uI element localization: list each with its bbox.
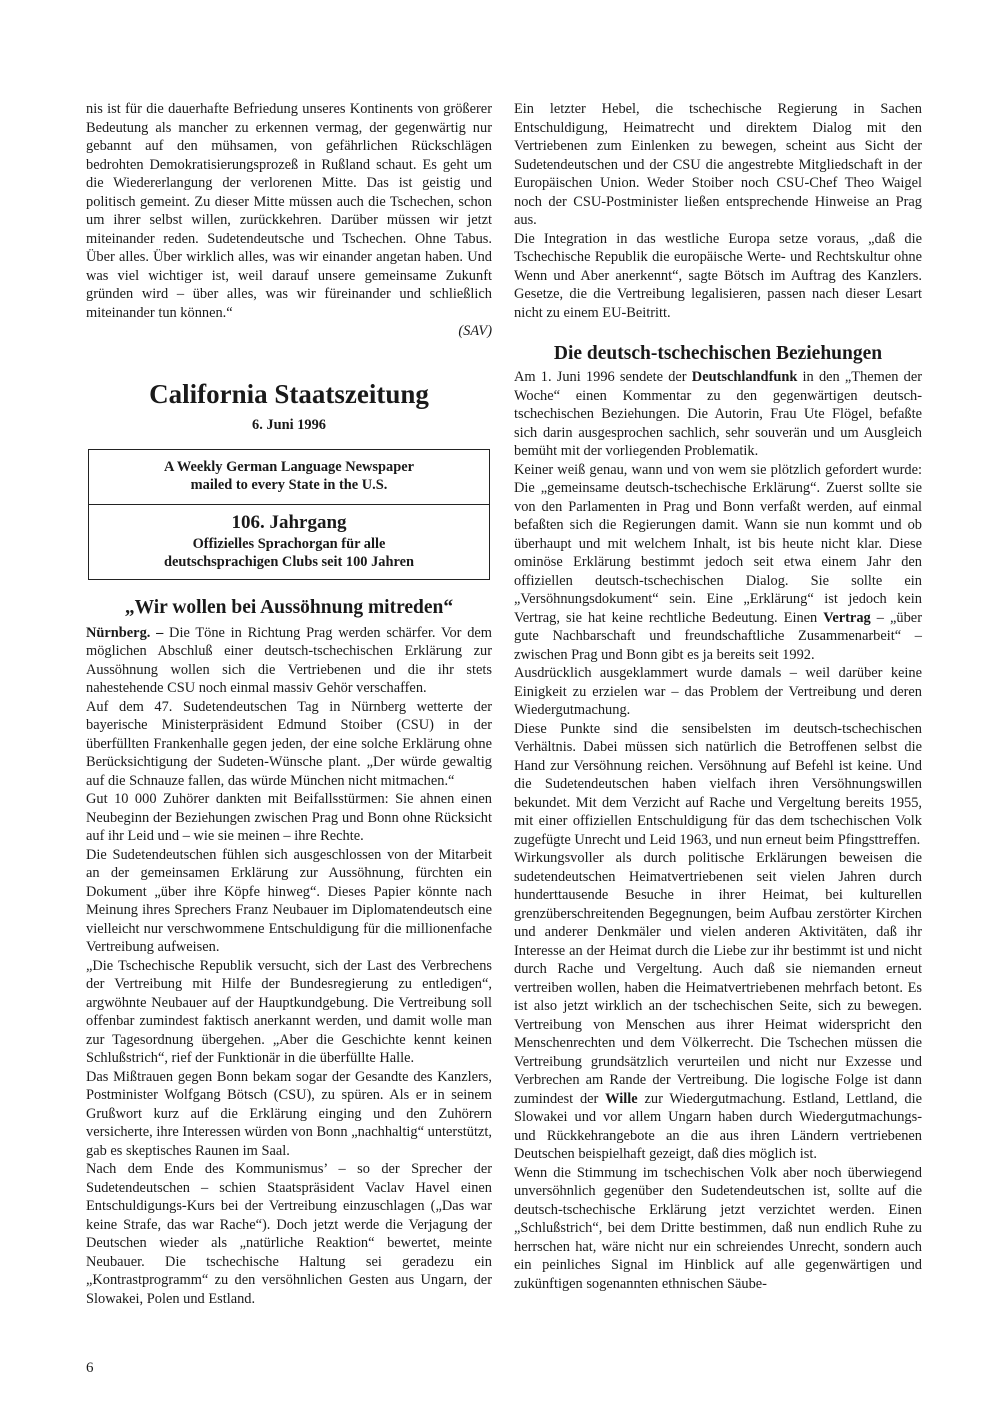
masthead-box-organ — [89, 505, 489, 579]
bold-term: Vertrag — [823, 609, 871, 626]
article-headline: „Wir wollen bei Aussöhnung mitreden“ — [124, 596, 454, 618]
organ-line-2: deutschsprachigen Clubs seit 100 Jahren — [163, 553, 414, 570]
article-paragraph-7: Nach dem Ende des Kommunismus’ – so der Sprecher der Sudetendeutschen – schien Staatspräsident Vaclav Havel einen Entschuldigungs-Kurs bei der Vertreibung einzuschlagen („Das war keine Strafe, das war Rache“). Doch jetzt werde die Verjagung der Deutschen wieder als „natürliche Reaktion“ bewertet, meinte Neubauer. Die tschechische Haltung sei geradezu ein „Kontrastprogramm“ zu den versöhnlichen Gesten aus Ungarn, der Slowakei, Polen und Estland. — [86, 1161, 492, 1307]
right-paragraph-4 — [514, 461, 922, 665]
right-paragraph-6: Diese Punkte sind die sensibelsten im deutsch-tschechischen Verhältnis. Dabei müssen sich natürlich die Betroffenen selbst die Hand zur Versöhnung reichen. Versöhnung auf Befehl ist keine. Und die Sudetendeutschen haben vielfach ihren Versöhnungswillen bekundet. Mit dem Verzicht auf Rache und Vergeltung bereits 1955, mit einer offiziellen Entschuldigung für das dem tschechischen Volk zugefügte Unrecht und Leid 1963, und nun erneut beim Pfingsttreffen. — [514, 720, 922, 848]
bold-term: Wille — [605, 1090, 638, 1107]
article-paragraph-2: Auf dem 47. Sudetendeutschen Tag in Nürnberg wetterte der bayerische Ministerpräsident Edmund Stoiber (CSU) in der überfüllten Frankenhalle gegen jeden, der eine solche Erklärung ohne Berücksichtigung der Sudeten-Wünsche plant. „Der würde gewaltig auf die Schnauze fallen, das würde München nicht mitmachen.“ — [86, 698, 492, 789]
right-column — [514, 100, 922, 1293]
masthead-year: 106. Jahrgang — [231, 511, 347, 533]
masthead-box — [88, 449, 490, 580]
masthead — [86, 379, 492, 580]
right-paragraph-8: Wenn die Stimmung im tschechischen Volk aber noch überwiegend unversöhnlich gegenüber den Sudetendeutschen ist, sollte auf die deutsch-tschechische Erklärung jetzt verzichtet werden. Einen „Schlußstrich“, bei dem Dritte bestimmen, daß nun endlich Ruhe zu herrschen hat, wäre nicht nur ein schreiendes Unrecht, sondern auch ein peinliches Signal im Hinblick auf alle gegenwärtigen und zukünftigen sogenannten ethnischen Säube- — [514, 1164, 922, 1292]
intro-paragraph: nis ist für die dauerhafte Befriedung unseres Kontinents von größerer Bedeutung als mancher zu erkennen vermag, der gegenwärtig nur gebannt auf den mühsamen, von gefährlichen Rückschlägen bedrohten Demokratisierungsprozeß in Rußland schaut. Es geht um die Wiedererlangung der verlorenen Mitte. Das ist geistig und politisch gemeint. Zu dieser Mitte müssen auch die Tschechen, schon um ihrer selbst willen, zurückkehren. Darüber müssen wir jetzt miteinander reden. Sudetendeutsche und Tschechen. Ohne Tabus. Über alles. Über wirklich alles, was wir einander angetan haben. Und was viel wichtiger ist, weil darauf unsere gemeinsame Zukunft gründen wird – über alles, was wir füreinander und schließlich miteinander tun können.“ — [86, 101, 492, 321]
article-paragraph-4: Die Sudetendeutschen fühlen sich ausgeschlossen von der Mitarbeit an der gemeinsamen Erklärung zur Aussöhnung, fürchten ein Dokument „über ihre Köpfe hinweg“. Dieses Papier könnte nach Meinung ihres Sprechers Franz Neubauer im Diplomatendeutsch eine vielleicht nur verschwommene Entschuldigung für die millionenfache Vertreibung aufweisen. — [86, 846, 492, 955]
right-paragraph-2: Die Integration in das westliche Europa setze voraus, „daß die Tschechische Republik die europäische Werte- und Rechtskultur ohne Wenn und Aber anerkennt“, sagte Bötsch im Auftrag des Kanzlers. Gesetze, die die Vertreibung legalisieren, passen nach dieser Lesart nicht zu einem EU-Beitritt. — [514, 230, 922, 321]
text-segment: – „über gute Nachbarschaft und freundschaftliche Zusammenarbeit“ – zwischen Prag und Bonn gibt es ja bereits seit 1992. — [514, 609, 922, 663]
tagline-line-1: A Weekly German Language Newspaper — [164, 458, 414, 475]
text-segment: Am 1. Juni 1996 sendete der — [514, 369, 692, 385]
masthead-date: 6. Juni 1996 — [252, 416, 326, 433]
right-paragraph-1: Ein letzter Hebel, die tschechische Regierung in Sachen Entschuldigung, Heimatrecht und direktem Dialog mit den Vertriebenen zum Einlenken zu bewegen, scheint aus Sicht der Sudetendeutschen und der CSU die angestrebte Mitgliedschaft in der Europäischen Union. Weder Stoiber noch CSU-Chef Theo Waigel noch der CSU-Postminister ließen entsprechende Hinweise an Prag aus. — [514, 101, 922, 228]
right-paragraph-3 — [514, 368, 922, 461]
article-paragraph-5: „Die Tschechische Republik versucht, sich der Last des Verbrechens der Vertreibung mit Hilfe der Bundesregierung zu entledigen“, argwöhnte Neubauer auf der Hauptkundgebung. Die Vertreibung soll offenbar zumindest faktisch anerkannt werden, und damit wolle man zur Tagesordnung übergehen. „Aber die Geschichte kennt keinen Schlußstrich“, rief der Funktionär in die überfüllte Halle. — [86, 957, 492, 1066]
right-paragraph-5: Ausdrücklich ausgeklammert wurde damals – weil darüber keine Einigkeit zu erzielen war – das Problem der Vertreibung und deren Wiedergutmachung. — [514, 665, 922, 718]
article-paragraph-3: Gut 10 000 Zuhörer dankten mit Beifallsstürmen: Sie ahnen einen Neubeginn der Beziehungen zwischen Prag und Bonn ohne Rücksicht auf ihr Leid und – wie sie meinen – ihre Rechte. — [86, 791, 492, 844]
dateline: Nürnberg. – — [86, 624, 164, 641]
article-paragraph-1 — [86, 624, 492, 698]
organ-line-1: Offizielles Sprachorgan für alle — [192, 535, 386, 552]
paragraph-text: Die Töne in Richtung Prag werden schärfer. Vor dem möglichen Abschluß einer deutsch-tschechischen Erklärung zur Aussöhnung wollen sich die Vertriebenen und die ihr stets nahestehende CSU noch einmal massiv Gehör verschaffen. — [86, 624, 493, 696]
page-number: 6 — [86, 1360, 94, 1376]
text-segment: Keiner weiß genau, wann und von wem sie plötzlich gefordert wurde: Die „gemeinsame deutsch-tschechische Erklärung“. Zuerst sollte sie von den Parlamenten in Prag und Bonn verfaßt werden, auf einmal befaßten sich die Regierungen damit. Wann sie nun kommt und ob überhaupt und mit welchem Inhalt, ist bis heute nicht klar. Diese ominöse Erklärung bestimmt jedoch seit etwa einem Jahr den offiziellen deutsch-tschechischen Dialog. Sie sollte ein „Versöhnungsdokument“ sein. Eine „Erklärung“ ist jedoch kein Vertrag, sie hat keine rechtliche Bedeutung. Einen — [514, 461, 922, 626]
text-segment: Wirkungsvoller als durch politische Erklärungen beweisen die sudetendeutschen Heimatvertriebenen seit vielen Jahren durch hunderttausende Besuche in ihrer Heimat, bei kulturellen grenzüberschreitenden Begegnungen, beim Aufbau zerstörter Kirchen und anderer Denkmäler und vielen anderen Aktivitäten, daß ihr Interesse an der Heimat durch die Liebe zur ihr bestimmt ist und nicht durch Rache und Vergeltung. Auch daß sie niemanden erneut vertreiben wollen, haben die Heimatvertriebenen mehrfach betont. Es ist also jetzt wirklich an der tschechischen Seite, sich zu bewegen. Vertreibung von Menschen aus ihrer Heimat widerspricht den Menschenrechten und dem Völkerrecht. Die Tschechen müssen die Vertreibung grundsätzlich verurteilen und nicht nur Exzesse und Verbrechen am Rande der Vertreibung. Die logische Folge ist dann zumindest der — [514, 850, 922, 1107]
author-signature: (SAV) — [458, 323, 492, 339]
masthead-box-tagline — [89, 450, 489, 505]
masthead-title: California Staatszeitung — [149, 378, 429, 409]
tagline-line-2: mailed to every State in the U.S. — [190, 476, 388, 493]
article-paragraph-6: Das Mißtrauen gegen Bonn bekam sogar der Gesandte des Kanzlers, Postminister Wolfgang Bötsch (CSU), zu spüren. Als er in seinem Grußwort kurz auf die Erklärung einging und den Zuhörern versicherte, ihre Interessen würden von Bonn „nachhaltig“ unterstützt, gab es skeptisches Raunen im Saal. — [86, 1068, 492, 1159]
bold-term: Deutschlandfunk — [691, 369, 798, 385]
right-paragraph-7 — [514, 849, 922, 1164]
text-segment: in den „Themen der Woche“ einen Kommentar zu den gegenwärtigen deutsch-tschechischen Beziehungen. Die Autorin, Frau Ute Flögel, befaßte sich darin ausgesprochen sachlich, sehr souverän und um Ausgleich bemüht mit der vorliegenden Problematik. — [514, 369, 922, 459]
text-segment: zur Wiedergutmachung. Estland, Lettland, die Slowakei und vor allem Ungarn haben durch Wiedergutmachungs- und Rückkehrangebote an die aus ihren Ländern vertriebenen Deutschen beispielhaft gezeigt, daß dies möglich ist. — [514, 1090, 922, 1162]
section-headline: Die deutsch-tschechischen Beziehungen — [553, 343, 883, 364]
left-column — [86, 100, 492, 1308]
